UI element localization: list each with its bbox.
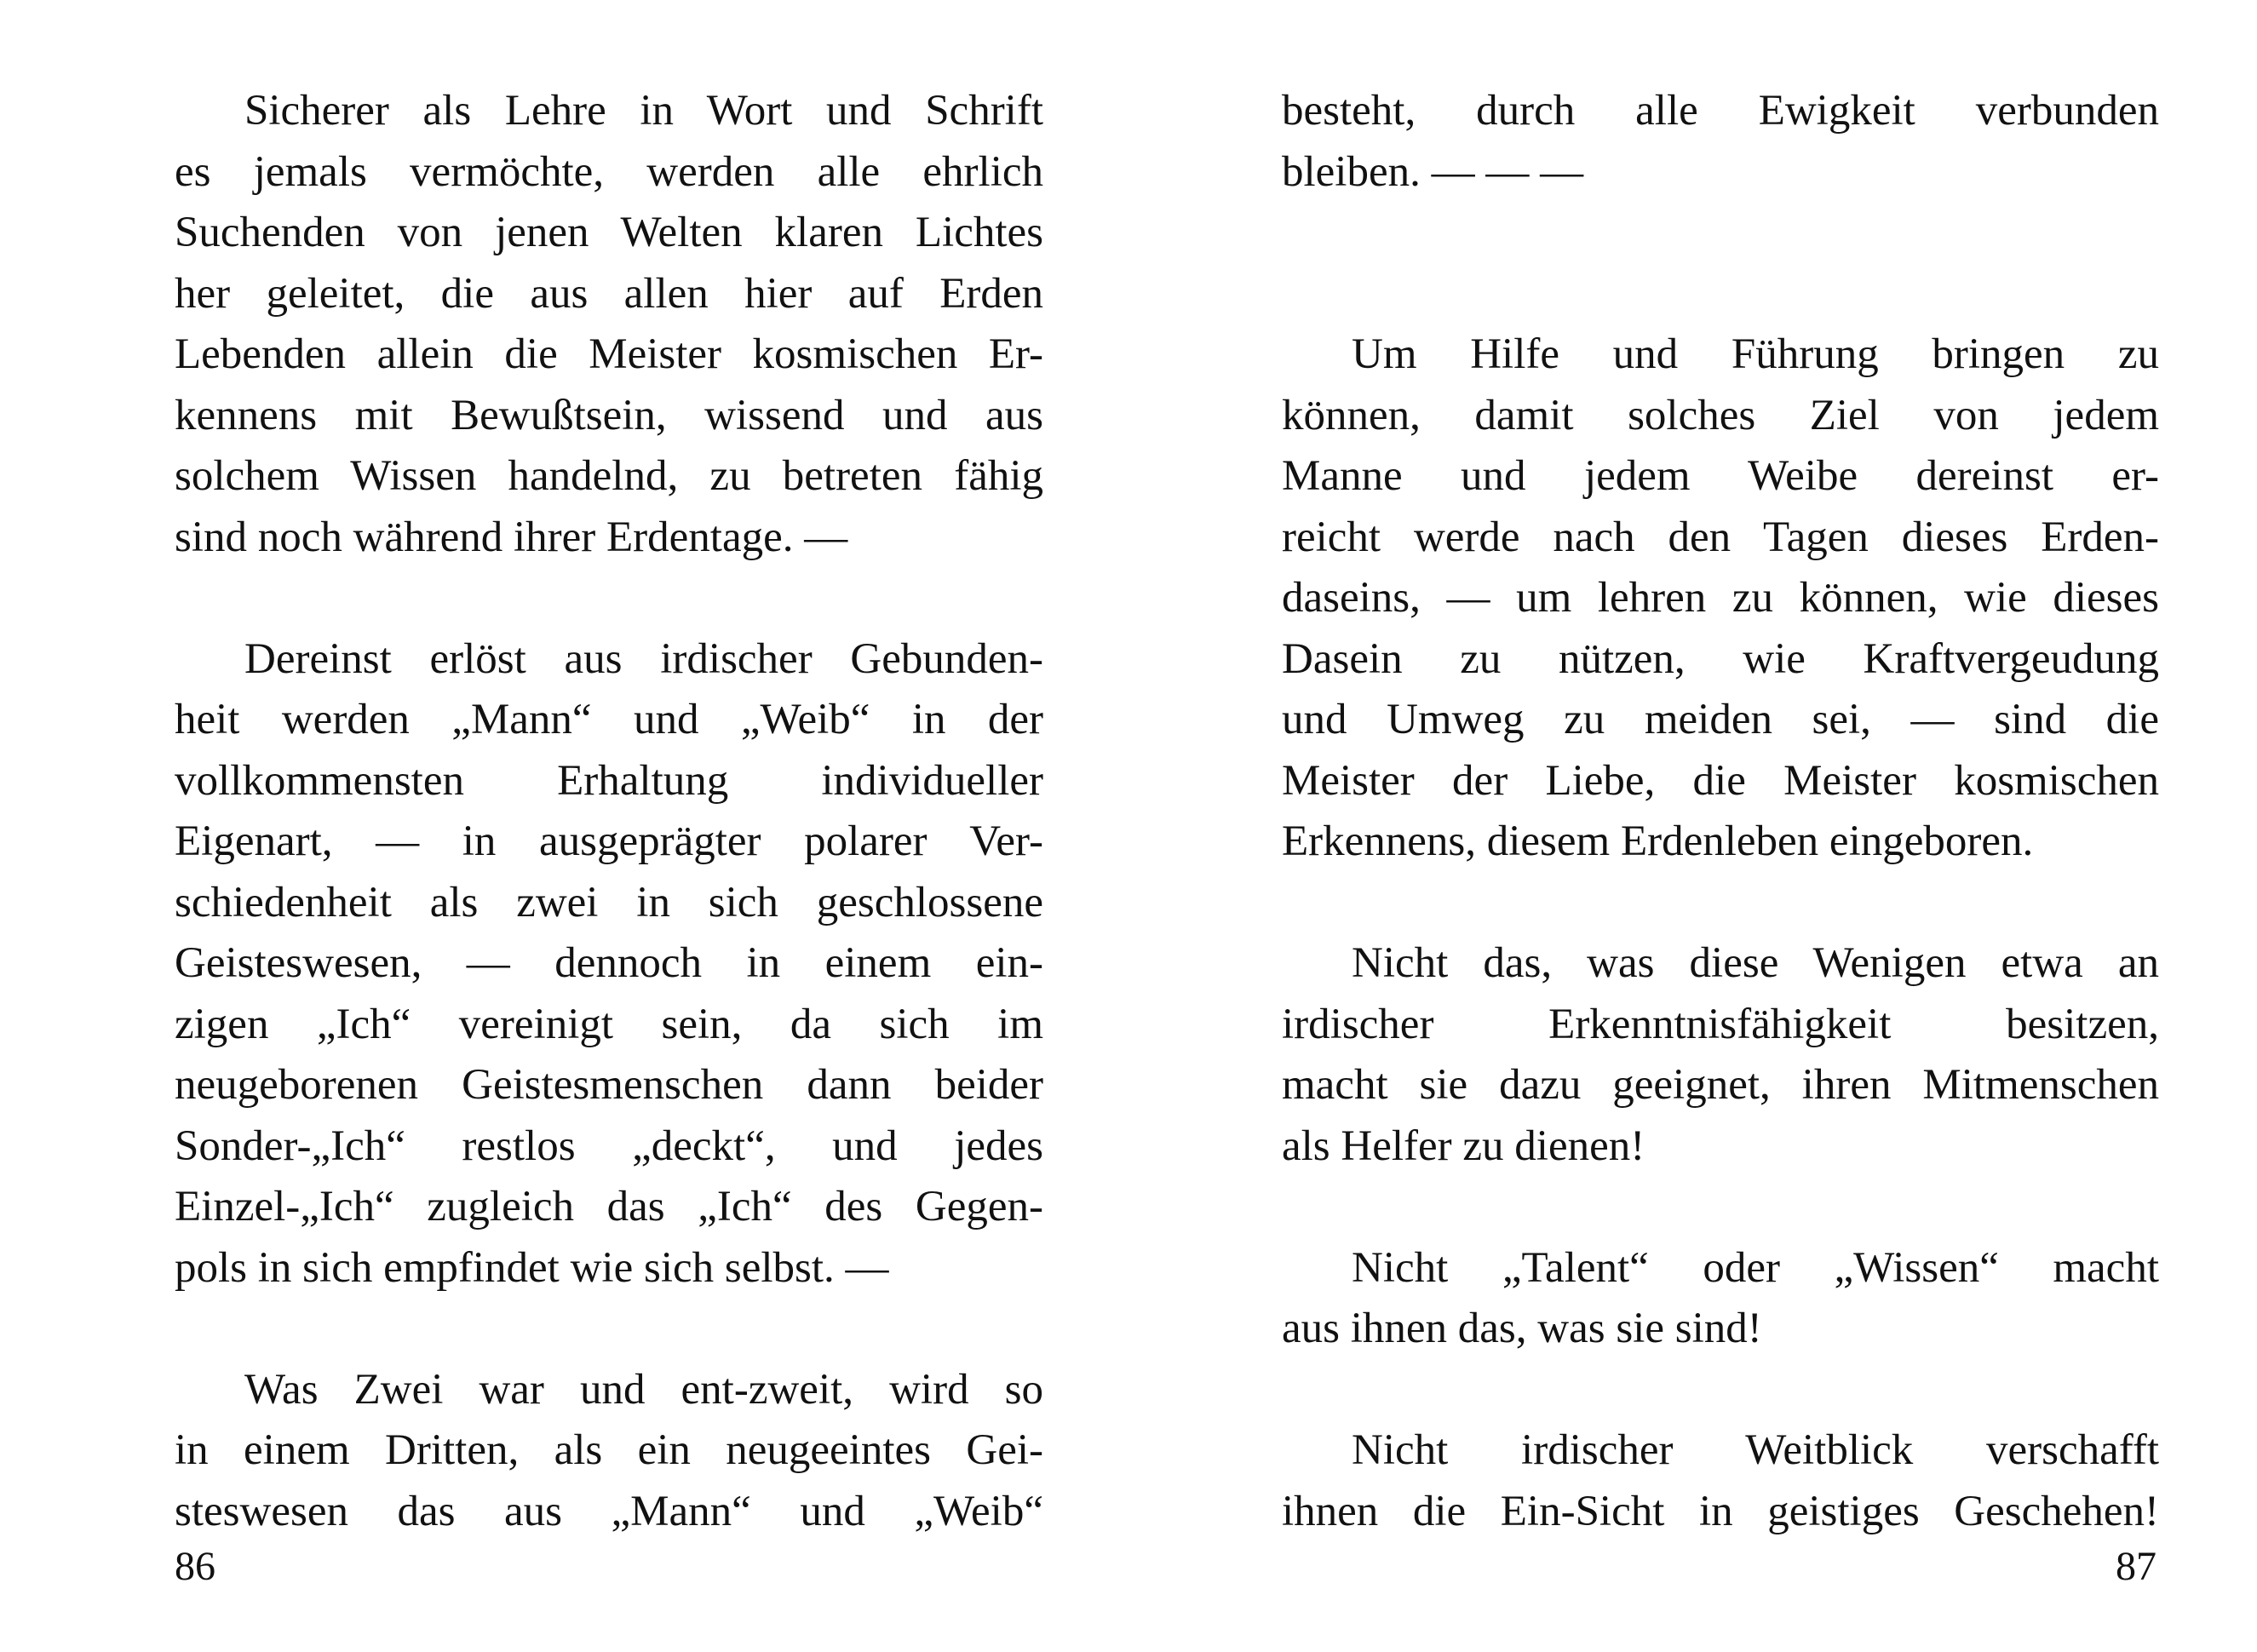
- text-line: neugeborenen Geistesmenschen dann beider: [175, 1061, 1043, 1109]
- text-line: Einzel-„Ich“ zugleich das „Ich“ des Gegen-: [175, 1183, 1043, 1230]
- text-line: reicht werde nach den Tagen dieses Erden-: [1282, 513, 2159, 561]
- text-line: steswesen das aus „Mann“ und „Weib“: [175, 1487, 1043, 1535]
- text-line: Sicherer als Lehre in Wort und Schrift: [244, 87, 1043, 135]
- paragraph: [1282, 324, 2159, 873]
- text-line: Sonder-„Ich“ restlos „deckt“, und jedes: [175, 1121, 1043, 1170]
- text-line: Erkennens, diesem Erdenleben eingeboren.: [1282, 817, 2034, 865]
- paragraph: [1282, 81, 2159, 203]
- right-page: [1128, 0, 2257, 1652]
- text-line: zigen „Ich“ vereinigt sein, da sich im: [175, 1000, 1043, 1048]
- text-line: Suchenden von jenen Welten klaren Lichtes: [175, 209, 1043, 256]
- text-line: schiedenheit als zwei in sich geschlossene: [175, 878, 1043, 926]
- text-line: Was Zwei war und ent-zweit, wird so: [244, 1365, 1043, 1414]
- paragraph: [175, 81, 1043, 568]
- paragraph-gap: [175, 568, 1043, 629]
- text-line: kennens mit Bewußtsein, wissend und aus: [175, 391, 1043, 439]
- paragraph: [175, 1360, 1043, 1543]
- text-line: Eigenart, — in ausgeprägter polarer Ver-: [175, 817, 1043, 865]
- text-line: macht sie dazu geeignet, ihren Mitmenschen: [1282, 1061, 2159, 1109]
- paragraph-gap: [1282, 203, 2159, 324]
- text-line: ihnen die Ein-Sicht in geistiges Geschehen!: [1282, 1487, 2159, 1535]
- text-line: pols in sich empfindet wie sich selbst. —: [175, 1243, 889, 1292]
- paragraph-gap: [175, 1299, 1043, 1360]
- left-page-text: [175, 81, 1043, 1542]
- text-line: Nicht irdischer Weitblick verschafft: [1352, 1426, 2159, 1474]
- text-line: Meister der Liebe, die Meister kosmischen: [1282, 756, 2159, 805]
- text-line: Dereinst erlöst aus irdischer Gebunden-: [244, 634, 1043, 683]
- text-line: Dasein zu nützen, wie Kraftvergeudung: [1282, 634, 2159, 683]
- text-line: es jemals vermöchte, werden alle ehrlich: [175, 147, 1043, 196]
- paragraph-gap: [1282, 1360, 2159, 1421]
- text-line: können, damit solches Ziel von jedem: [1282, 391, 2159, 439]
- text-line: aus ihnen das, was sie sind!: [1282, 1305, 1762, 1352]
- left-page: [0, 0, 1128, 1652]
- text-line: Geisteswesen, — dennoch in einem ein-: [175, 939, 1043, 987]
- text-line: sind noch während ihrer Erdentage. —: [175, 513, 848, 561]
- text-line: bleiben. — — —: [1282, 147, 1584, 196]
- text-line: in einem Dritten, als ein neugeeintes Gei-: [175, 1426, 1043, 1474]
- text-line: daseins, — um lehren zu können, wie dieses: [1282, 574, 2159, 622]
- right-page-text: [1282, 81, 2159, 1542]
- text-line: als Helfer zu dienen!: [1282, 1121, 1645, 1170]
- paragraph-gap: [1282, 873, 2159, 934]
- paragraph: [1282, 1420, 2159, 1542]
- text-line: Lebenden allein die Meister kosmischen Er-: [175, 330, 1043, 378]
- text-line: Nicht „Talent“ oder „Wissen“ macht: [1352, 1243, 2159, 1292]
- paragraph: [1282, 1238, 2159, 1360]
- text-line: Nicht das, was diese Wenigen etwa an: [1352, 939, 2159, 987]
- paragraph-gap: [1282, 1177, 2159, 1238]
- text-line: Um Hilfe und Führung bringen zu: [1352, 330, 2159, 378]
- text-line: irdischer Erkenntnisfähigkeit besitzen,: [1282, 1000, 2159, 1048]
- page-number: 86: [175, 1544, 215, 1589]
- text-line: vollkommensten Erhaltung individueller: [175, 756, 1043, 805]
- page-number: 87: [2116, 1544, 2156, 1589]
- text-line: und Umweg zu meiden sei, — sind die: [1282, 696, 2159, 743]
- text-line: her geleitet, die aus allen hier auf Erden: [175, 269, 1043, 318]
- text-line: besteht, durch alle Ewigkeit verbunden: [1282, 87, 2159, 135]
- text-line: heit werden „Mann“ und „Weib“ in der: [175, 696, 1043, 743]
- text-line: solchem Wissen handelnd, zu betreten fähig: [175, 452, 1043, 500]
- paragraph: [1282, 933, 2159, 1177]
- text-line: Manne und jedem Weibe dereinst er-: [1282, 452, 2159, 500]
- paragraph: [175, 629, 1043, 1299]
